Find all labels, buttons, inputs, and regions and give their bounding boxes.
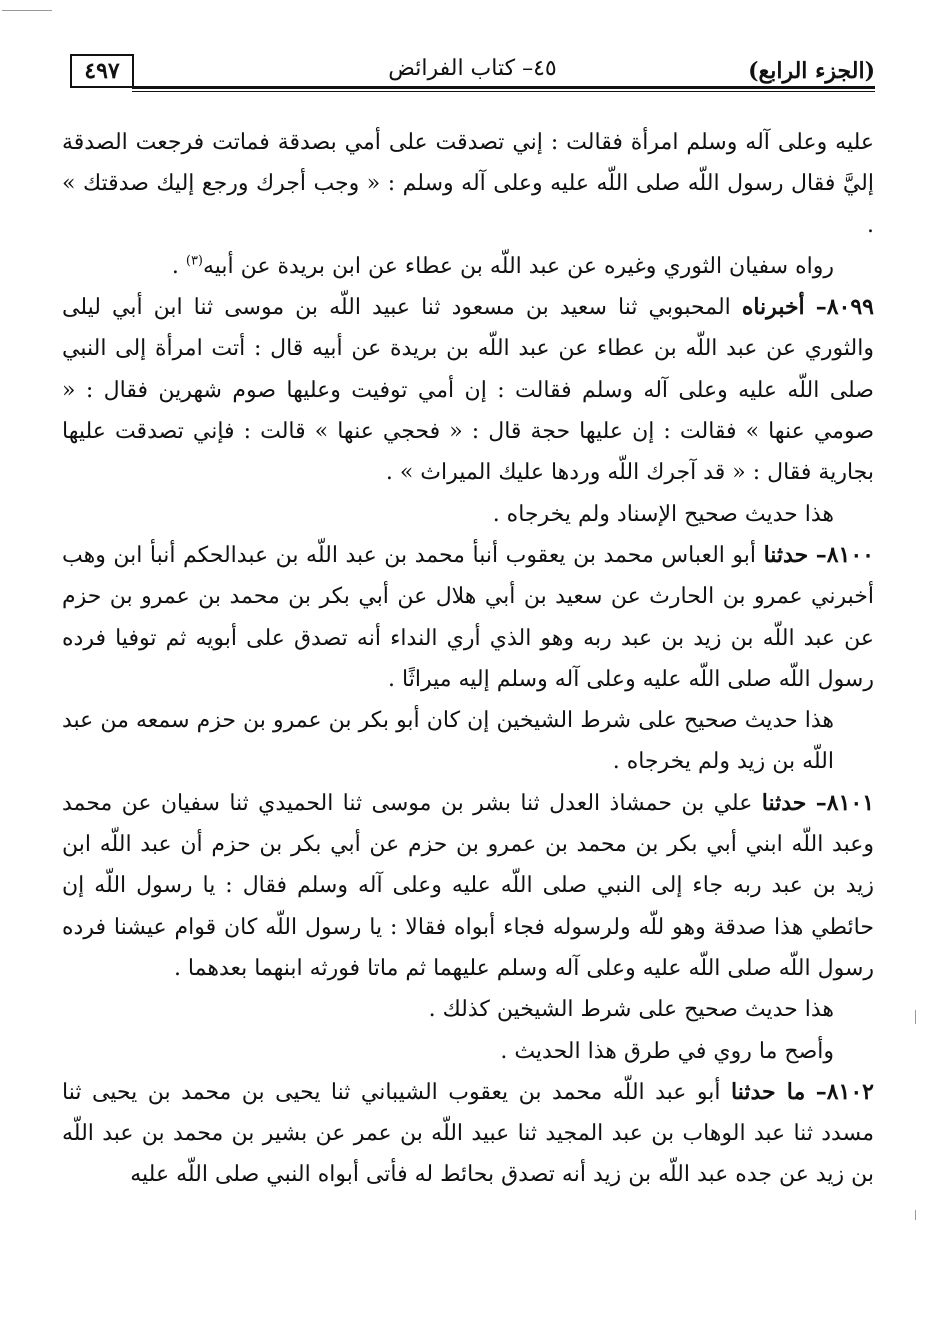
paragraph-narration bbox=[62, 246, 874, 287]
hadith-lead-word: أخبرناه bbox=[741, 294, 805, 321]
hadith-8102 bbox=[62, 1072, 874, 1196]
hadith-8100 bbox=[62, 535, 874, 700]
hadith-lead-word: حدثنا bbox=[763, 541, 809, 568]
hadith-8101 bbox=[62, 783, 874, 989]
hadith-text: علي بن حمشاذ العدل ثنا بشر بن موسى ثنا الحميدي ثنا سفيان عن محمد وعبد اللّه ابني أبي بكر بن محمد بن عمرو بن حزم عن أبي بكر بن حزم أن عبد اللّه ابن زيد بن عبد ربه جاء إلى النبي صلى اللّه عليه وعلى آله وسلم فقال : يا رسول اللّه إن حائطي هذا صدقة وهو للّه ولرسوله فجاء أبواه فقالا : يا رسول اللّه كان قوام عيشنا فرده رسول اللّه صلى اللّه عليه وعلى آله وسلم عليهما ثم ماتا فورثه ابنهما بعدهما . bbox=[62, 790, 874, 981]
paragraph-text: وأصح ما روي في طرق هذا الحديث . bbox=[500, 1038, 834, 1064]
hadith-8099 bbox=[62, 287, 874, 493]
header-rule bbox=[132, 86, 875, 92]
paragraph-text: هذا حديث صحيح على شرط الشيخين كذلك . bbox=[428, 997, 834, 1023]
scan-speck bbox=[915, 1010, 916, 1024]
grading-note bbox=[62, 1031, 874, 1072]
hadith-text: أبو العباس محمد بن يعقوب أنبأ محمد بن عبد اللّه بن عبدالحكم أنبأ ابن وهب أخبرني عمرو بن الحارث عن سعيد بن أبي هلال عن أبي بكر بن محمد بن عمرو بن حزم عن عبد اللّه بن زيد بن عبد ربه وهو الذي أري النداء أنه تصدق على أبويه ثم توفيا فرده رسول اللّه صلى اللّه عليه وعلى آله وسلم إليه ميراثًا . bbox=[62, 542, 874, 692]
paragraph-text: عليه وعلى آله وسلم امرأة فقالت : إني تصدقت على أمي بصدقة فماتت فرجعت الصدقة إليَّ فقال رسول اللّه صلى اللّه عليه وعلى آله وسلم : « وجب أجرك ورجع إليك صدقتك » . bbox=[62, 130, 874, 238]
paragraph-text: هذا حديث صحيح الإسناد ولم يخرجاه . bbox=[492, 501, 834, 527]
hadith-number: ٨٠٩٩– bbox=[815, 294, 874, 321]
hadith-text: أبو عبد اللّه محمد بن يعقوب الشيباني ثنا يحيى بن محمد بن يحيى ثنا مسدد ثنا عبد الوهاب بن عبد المجيد ثنا عبيد اللّه بن عمر عن بشير بن محمد بن عبد اللّه بن زيد عن جده عبد اللّه بن زيد أنه تصدق بحائط له فأتى أبواه النبي صلى اللّه عليه bbox=[62, 1079, 874, 1188]
hadith-text: المحبوبي ثنا سعيد بن مسعود ثنا عبيد اللّه بن موسى ثنا ابن أبي ليلى والثوري عن عبد اللّه بن عطاء عن عبد اللّه بن بريدة عن أبيه قال : أتت امرأة إلى النبي صلى اللّه عليه وعلى آله وسلم فقالت : إن أمي توفيت وعليها صوم شهرين فقال : « صومي عنها » فقالت : إن عليها حجة قال : « فحجي عنها » قالت : فإني تصدقت عليها بجارية فقال : « قد آجرك اللّه وردها عليك الميراث » . bbox=[62, 295, 875, 486]
volume-label: (الجزء الرابع) bbox=[748, 58, 875, 84]
grading-note bbox=[62, 494, 874, 535]
paragraph-text: هذا حديث صحيح على شرط الشيخين إن كان أبو بكر بن عمرو بن حزم سمعه من عبد اللّه بن زيد ولم يخرجاه . bbox=[62, 708, 834, 775]
paragraph-continuation bbox=[62, 122, 874, 246]
hadith-lead-word: حدثنا bbox=[761, 789, 807, 816]
page-body bbox=[62, 122, 874, 1196]
page-header bbox=[70, 52, 875, 98]
scan-speck bbox=[915, 1210, 916, 1220]
scan-speck bbox=[2, 10, 52, 11]
grading-note bbox=[62, 989, 874, 1030]
hadith-lead-word: ما حدثنا bbox=[731, 1078, 806, 1105]
paragraph-text: رواه سفيان الثوري وغيره عن عبد اللّه بن عطاء عن ابن بريدة عن أبيه bbox=[203, 253, 834, 279]
grading-note bbox=[62, 700, 874, 783]
hadith-number: ٨١٠٠– bbox=[815, 541, 874, 568]
paragraph-end: . bbox=[171, 253, 186, 279]
hadith-number: ٨١٠٢– bbox=[815, 1078, 874, 1105]
page-number-box: ٤٩٧ bbox=[70, 54, 134, 88]
chapter-title: ٤٥– كتاب الفرائض bbox=[388, 56, 557, 81]
footnote-marker: (٣) bbox=[185, 253, 203, 269]
hadith-number: ٨١٠١– bbox=[815, 789, 875, 816]
